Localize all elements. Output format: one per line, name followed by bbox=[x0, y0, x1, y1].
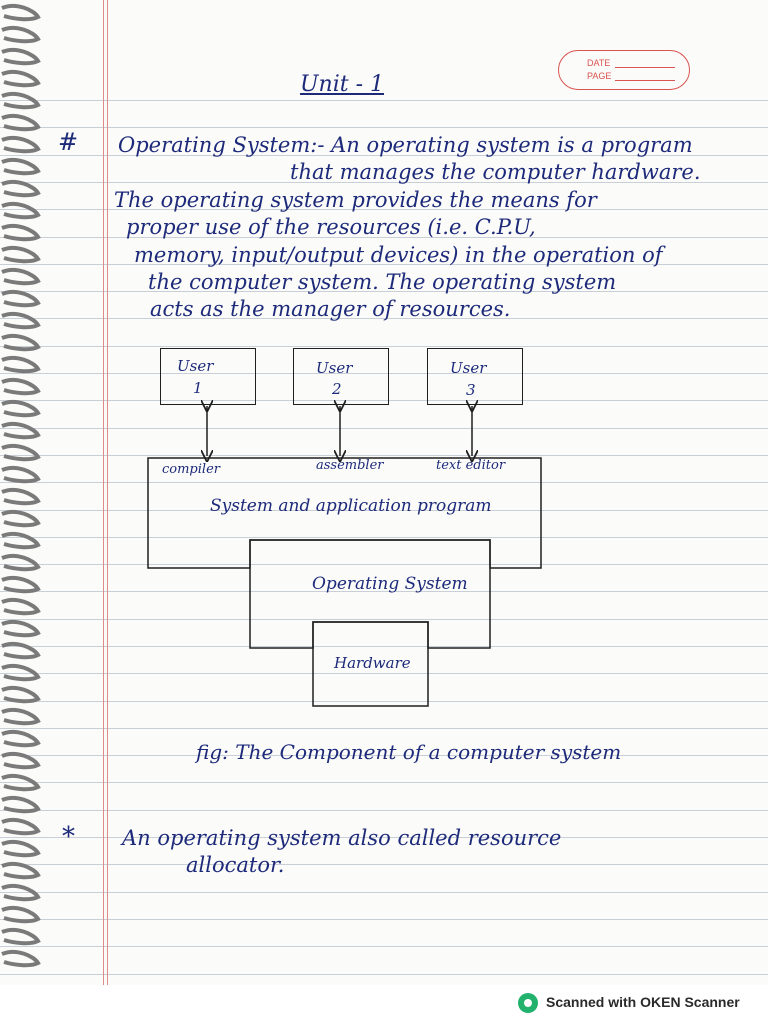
scanner-logo-icon bbox=[518, 993, 538, 1013]
user-label: User bbox=[450, 359, 487, 377]
user-number: 2 bbox=[332, 380, 342, 398]
user-number: 1 bbox=[193, 379, 203, 397]
page-title: Unit - 1 bbox=[300, 72, 385, 97]
section-bullet: # bbox=[58, 128, 79, 156]
layer-app-label: System and application program bbox=[210, 496, 492, 516]
paragraph-line: the computer system. The operating system bbox=[148, 270, 617, 294]
os-layer-outline bbox=[250, 540, 490, 648]
layer-hardware-label: Hardware bbox=[334, 654, 411, 672]
note-bullet: * bbox=[62, 822, 75, 852]
paragraph-line: memory, input/output devices) in the operation of bbox=[134, 243, 663, 267]
paragraph-line: The operating system provides the means for bbox=[114, 188, 597, 212]
paragraph-line: acts as the manager of resources. bbox=[150, 297, 511, 321]
paragraph-line: proper use of the resources (i.e. C.P.U, bbox=[126, 215, 536, 239]
paragraph-line: that manages the computer hardware. bbox=[290, 160, 701, 184]
user-number: 3 bbox=[466, 381, 476, 399]
scanner-watermark: Scanned with OKEN Scanner bbox=[546, 994, 740, 1010]
user-label: User bbox=[316, 359, 353, 377]
layer-os-label: Operating System bbox=[312, 574, 468, 594]
tool-label-text-editor: text editor bbox=[436, 458, 506, 473]
stamp-page-label: PAGE bbox=[587, 71, 612, 81]
paragraph-line: Operating System:- An operating system is a program bbox=[118, 133, 693, 157]
tool-label-compiler: compiler bbox=[162, 462, 220, 477]
stamp-date-label: DATE bbox=[587, 58, 611, 68]
note-line-1: An operating system also called resource bbox=[122, 826, 562, 850]
tool-label-assembler: assembler bbox=[316, 458, 384, 473]
note-line-2: allocator. bbox=[186, 853, 285, 877]
figure-caption: fig: The Component of a computer system bbox=[196, 740, 622, 764]
user-label: User bbox=[177, 357, 214, 375]
